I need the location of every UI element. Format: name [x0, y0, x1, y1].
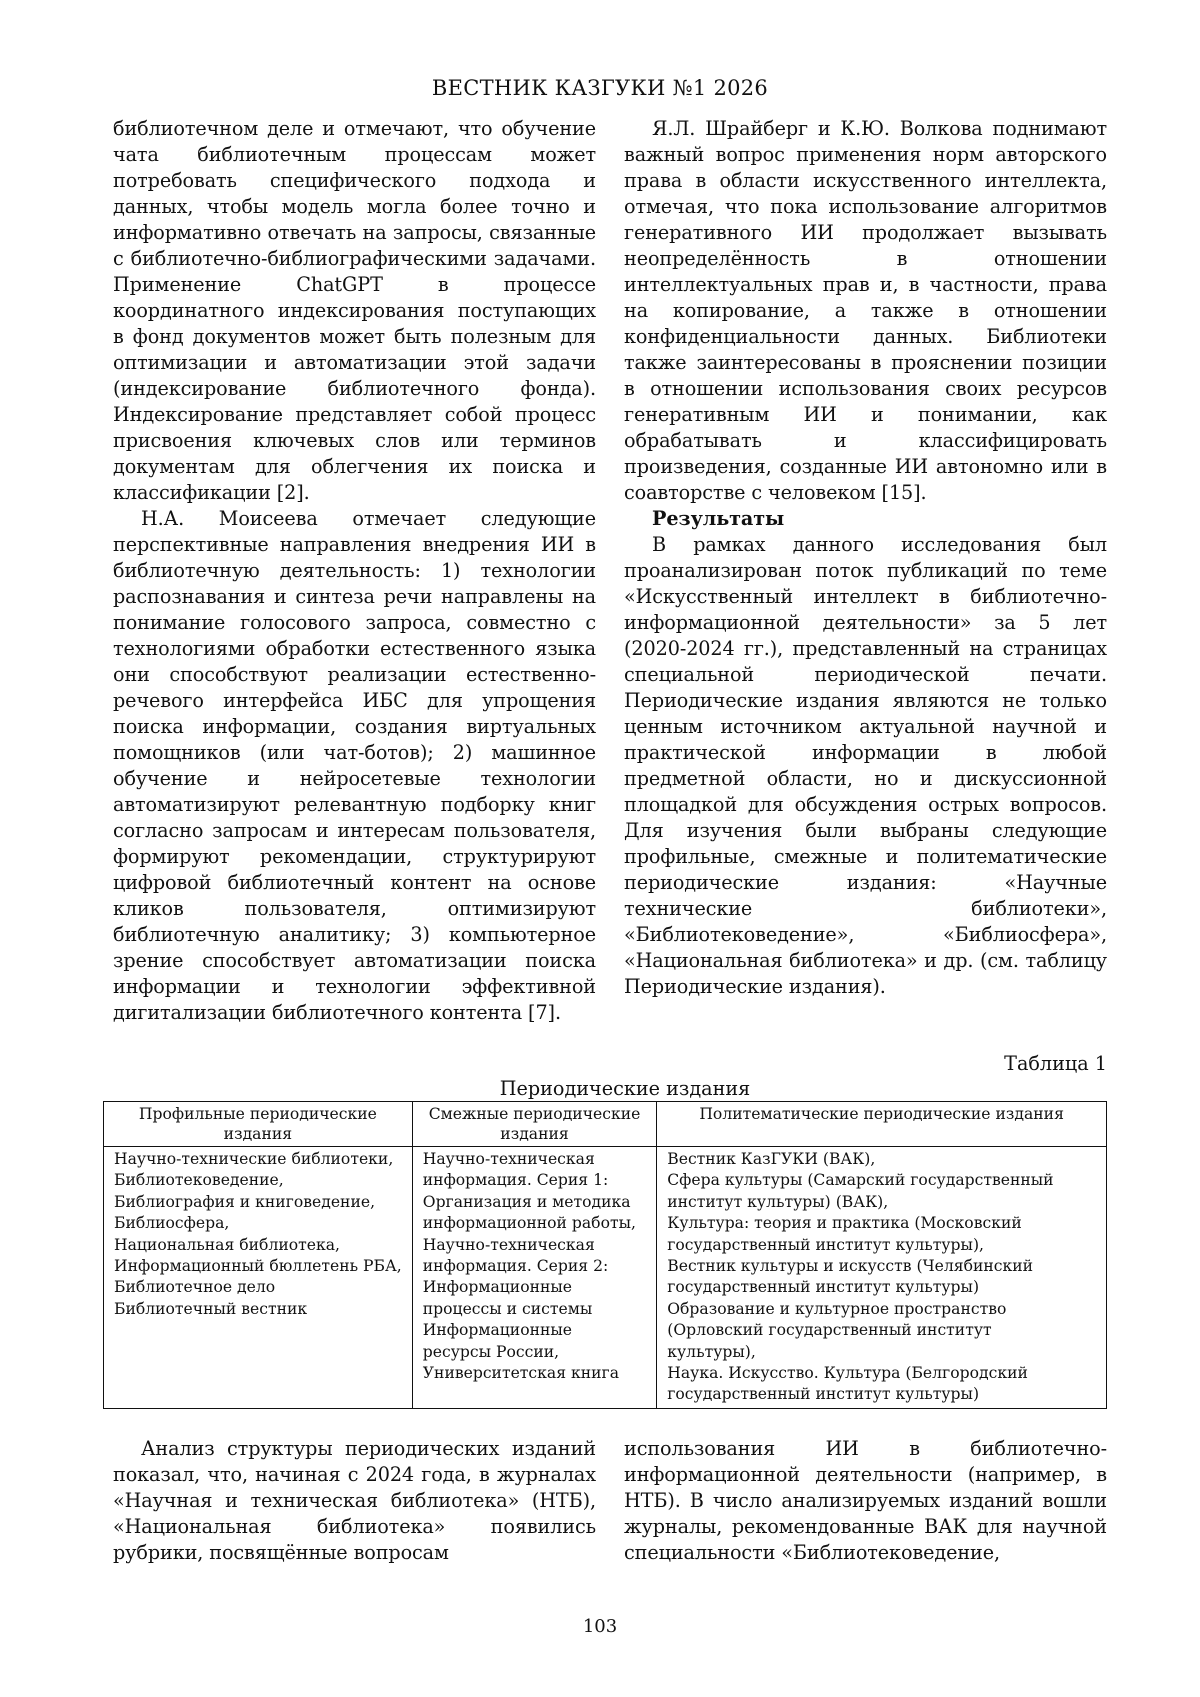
list-item: Информационные — [422, 1321, 573, 1340]
list-item: Образование и культурное пространство — [667, 1299, 1007, 1318]
list-item: информация. Серия 2: — [422, 1257, 609, 1276]
list-item: Организация и методика — [422, 1192, 631, 1211]
list-item: Культура: теория и практика (Московский — [667, 1214, 1022, 1233]
table-cell-profile — [104, 1147, 413, 1409]
list-item: институт культуры) (ВАК), — [667, 1192, 889, 1211]
list-item: Вестник культуры и искусств (Челябинский — [667, 1257, 1034, 1276]
list-item: государственный институт культуры) — [667, 1385, 980, 1404]
table-header-cell: Профильные периодические издания — [104, 1102, 413, 1147]
list-item: Библиосфера, — [114, 1214, 230, 1233]
paragraph: Анализ структуры периодических изданий показал, что, начиная с 2024 года, в журналах «Научная и техническая библиотека» (НТБ), «Национальная библиотека» появились рубрики, посвящённые вопросам — [113, 1437, 596, 1564]
paragraph: Я.Л. Шрайберг и К.Ю. Волкова поднимают важный вопрос применения норм авторского права в области искусственного интеллекта, отмечая, что пока использование алгоритмов генеративного ИИ продолжает вызывать неопределённость в отношении интеллектуальных прав и, в частности, права на копирование, а также в отношении конфиденциальности данных. Библиотеки также заинтересованы в прояснении позиции в отношении использования своих ресурсов генеративным ИИ и понимании, как обрабатывать и классифицировать произведения, созданные ИИ автономно или в соавторстве с человеком [15]. — [624, 117, 1107, 504]
list-item: Библиотечный вестник — [114, 1299, 308, 1318]
paragraph: библиотечном деле и отмечают, что обучение чата библиотечным процессам может потребовать специфического подхода и данных, чтобы модель могла более точно и информативно отвечать на запросы, связанные с библиотечно-библиографическими задачами. Применение ChatGPT в процессе координатного индексирования поступающих в фонд документов может быть полезным для оптимизации и автоматизации этой задачи (индексирование библиотечного фонда). Индексирование представляет собой процесс присвоения ключевых слов или терминов документам для облегчения их поиска и классификации [2]. — [113, 117, 596, 504]
left-column-bottom — [113, 1436, 596, 1566]
list-item: информация. Серия 1: — [422, 1171, 609, 1190]
list-item: ресурсы России, — [422, 1342, 560, 1361]
table-header-row — [104, 1102, 1107, 1147]
table-title: Периодические издания — [499, 1077, 751, 1100]
list-item: Вестник КазГУКИ (ВАК), — [667, 1150, 876, 1168]
list-item: Библиотековедение, — [114, 1171, 284, 1190]
table-cell-related — [412, 1147, 656, 1409]
right-column-bottom — [624, 1436, 1107, 1566]
list-item: Информационные — [422, 1278, 573, 1297]
paragraph: В рамках данного исследования был проанализирован поток публикаций по теме «Искусственный интеллект в библиотечно-информационной деятельности» за 5 лет (2020-2024 гг.), представленный на страницах специальной периодической печати. Периодические издания являются не только ценным источником актуальной научной и практической информации в любой предметной области, но и дискуссионной площадкой для обсуждения острых вопросов. Для изучения были выбраны следующие профильные, смежные и политематические периодические издания: «Научные технические библиотеки», «Библиотековедение», «Библиосфера», «Национальная библиотека» и др. (см. таблицу Периодические издания). — [624, 533, 1107, 998]
right-column-top — [624, 116, 1107, 1000]
list-item: Библиотечное дело — [114, 1278, 276, 1297]
list-item: (Орловский государственный институт — [667, 1321, 992, 1340]
table-cell-polythematic — [657, 1147, 1107, 1409]
table-row — [104, 1147, 1107, 1409]
list-item: Национальная библиотека, — [114, 1235, 340, 1254]
list-item: культуры), — [667, 1342, 756, 1361]
list-item: Информационный бюллетень РБА, — [114, 1257, 402, 1276]
paragraph: Н.А. Моисеева отмечает следующие перспективные направления внедрения ИИ в библиотечную деятельность: 1) технологии распознавания и синтеза речи направлены на понимание голосового запроса, совместно с технологиями обработки естественного языка они способствуют реализации естественно-речевого интерфейса ИБС для упрощения поиска информации, создания виртуальных помощников (или чат-ботов); 2) машинное обучение и нейросетевые технологии автоматизируют релевантную подборку книг согласно запросам и интересам пользователя, формируют рекомендации, структурируют цифровой библиотечный контент на основе кликов пользователя, оптимизируют библиотечную аналитику; 3) компьютерное зрение способствует автоматизации поиска информации и технологии эффективной дигитализации библиотечного контента [7]. — [113, 507, 596, 1024]
list-item: процессы и системы — [422, 1299, 593, 1318]
table-header-cell: Смежные периодические издания — [412, 1102, 656, 1147]
table-header-cell: Политематические периодические издания — [657, 1102, 1107, 1147]
table-number-label: Таблица 1 — [1004, 1052, 1107, 1075]
list-item: государственный институт культуры) — [667, 1278, 980, 1297]
running-header: ВЕСТНИК КАЗГУКИ №1 2026 — [431, 76, 769, 100]
list-item: государственный институт культуры), — [667, 1235, 984, 1254]
list-item: информационной работы, — [422, 1214, 636, 1233]
list-item: Научно-технические библиотеки, — [114, 1150, 394, 1168]
list-item: Научно-техническая — [422, 1150, 595, 1168]
section-heading: Результаты — [652, 507, 785, 530]
list-item: Библиография и книговедение, — [114, 1192, 376, 1211]
paragraph: использования ИИ в библиотечно-информационной деятельности (например, в НТБ). В число анализируемых изданий вошли журналы, рекомендованные ВАК для научной специальности «Библиотековедение, — [624, 1437, 1107, 1564]
left-column-top — [113, 116, 596, 1026]
list-item: Научно-техническая — [422, 1235, 595, 1254]
list-item: Сфера культуры (Самарский государственный — [667, 1171, 1054, 1190]
list-item: Университетская книга — [422, 1364, 620, 1383]
page-number: 103 — [582, 1616, 618, 1637]
list-item: Наука. Искусство. Культура (Белгородский — [667, 1364, 1028, 1383]
periodicals-table — [103, 1101, 1107, 1409]
